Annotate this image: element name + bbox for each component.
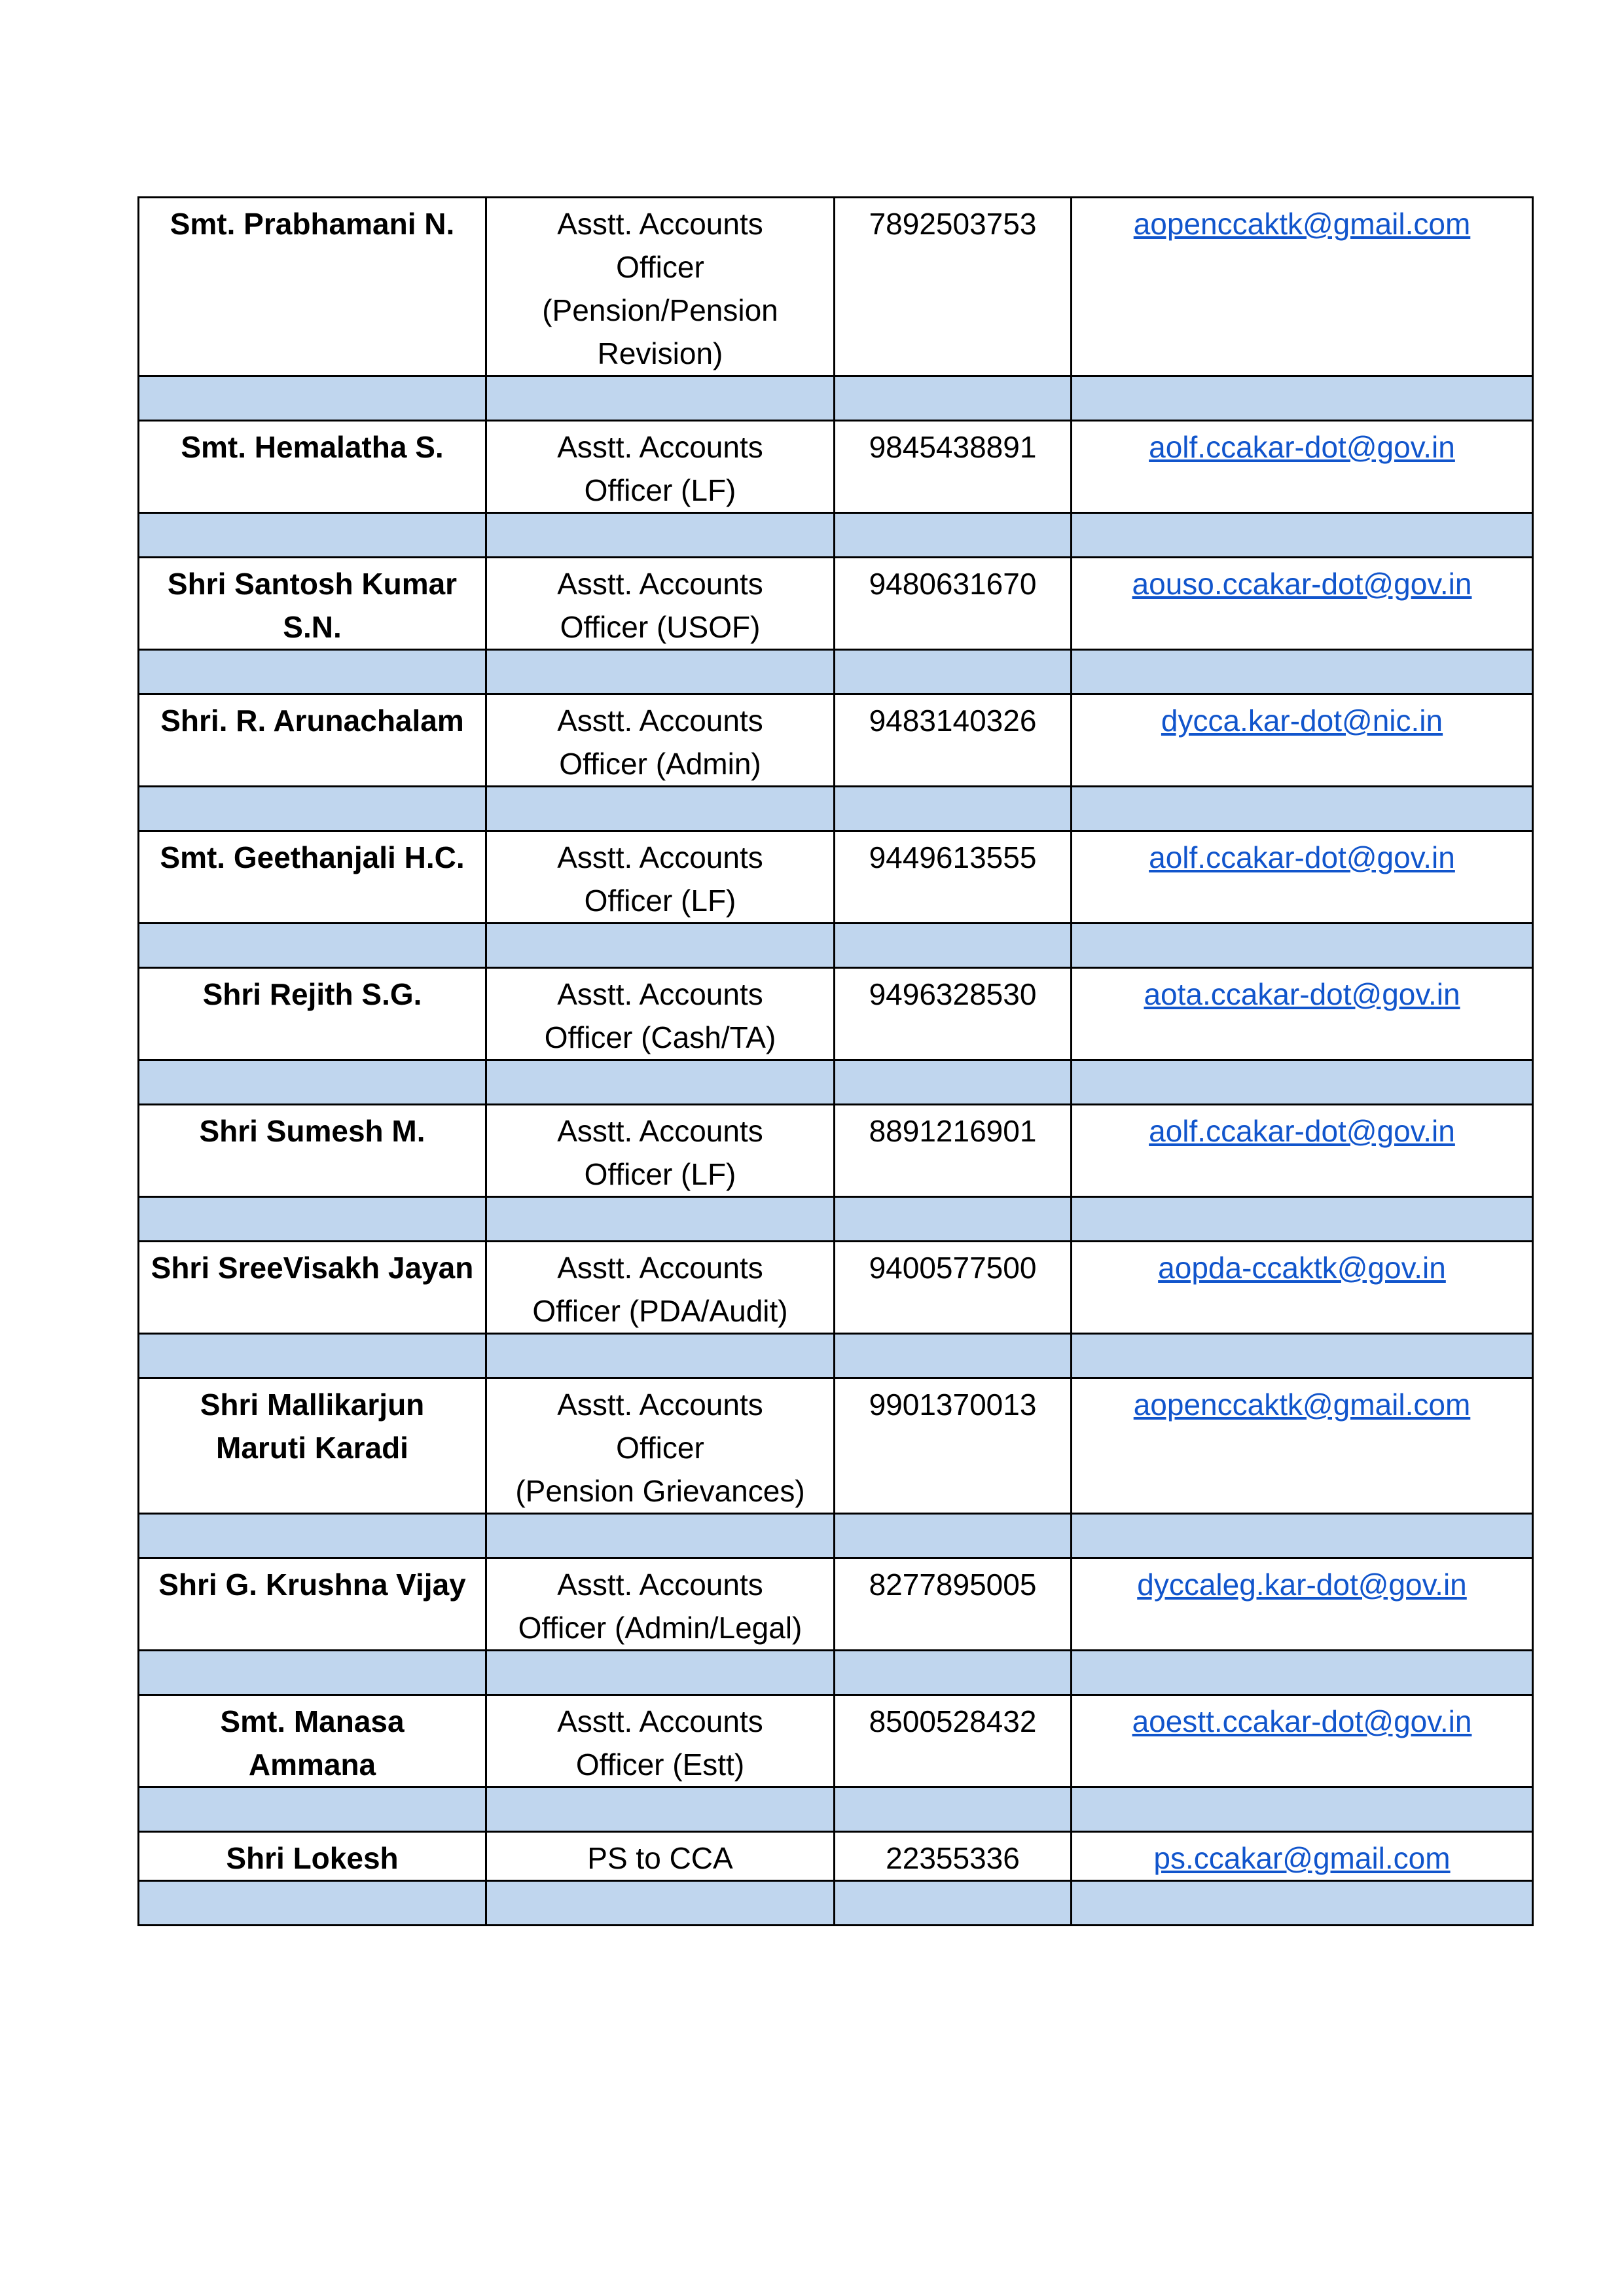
officer-phone: 9480631670 [835, 558, 1072, 650]
officer-email-cell [1072, 198, 1533, 376]
officer-name: Shri Lokesh [139, 1832, 486, 1881]
officer-email-link[interactable]: aouso.ccakar-dot@gov.in [1132, 567, 1472, 601]
officer-phone: 9901370013 [835, 1378, 1072, 1514]
officer-phone: 8277895005 [835, 1558, 1072, 1651]
officer-phone: 22355336 [835, 1832, 1072, 1881]
spacer-cell [835, 787, 1072, 831]
spacer-cell [835, 650, 1072, 694]
spacer-cell [139, 924, 486, 968]
spacer-cell [486, 650, 835, 694]
spacer-cell [1072, 513, 1533, 558]
spacer-cell [139, 1881, 486, 1926]
spacer-cell [486, 1334, 835, 1378]
spacer-cell [486, 1787, 835, 1832]
officer-name: Smt. Hemalatha S. [139, 421, 486, 513]
spacer-row [139, 924, 1533, 968]
spacer-cell [1072, 1787, 1533, 1832]
spacer-cell [835, 1651, 1072, 1695]
spacer-cell [1072, 1514, 1533, 1558]
table-row [139, 198, 1533, 376]
spacer-row [139, 1514, 1533, 1558]
spacer-row [139, 1334, 1533, 1378]
spacer-cell [486, 924, 835, 968]
table-row [139, 1832, 1533, 1881]
officer-name: Shri. R. Arunachalam [139, 694, 486, 787]
officer-name: Shri Sumesh M. [139, 1105, 486, 1197]
spacer-row [139, 1197, 1533, 1242]
officer-phone: 9845438891 [835, 421, 1072, 513]
officer-email-cell [1072, 694, 1533, 787]
officer-email-link[interactable]: aopda-ccaktk@gov.in [1158, 1251, 1446, 1285]
table-row [139, 831, 1533, 924]
officer-email-cell [1072, 558, 1533, 650]
officer-email-link[interactable]: dyccaleg.kar-dot@gov.in [1137, 1568, 1467, 1602]
officer-designation: Asstt. Accounts Officer (LF) [486, 831, 835, 924]
spacer-cell [1072, 650, 1533, 694]
spacer-cell [1072, 1060, 1533, 1105]
spacer-row [139, 1881, 1533, 1926]
officer-email-link[interactable]: aoestt.ccakar-dot@gov.in [1132, 1704, 1472, 1738]
officer-email-cell [1072, 1832, 1533, 1881]
spacer-cell [486, 1514, 835, 1558]
officer-phone: 9483140326 [835, 694, 1072, 787]
spacer-cell [139, 376, 486, 421]
spacer-cell [486, 787, 835, 831]
spacer-cell [835, 924, 1072, 968]
table-row [139, 1378, 1533, 1514]
officer-email-cell [1072, 1105, 1533, 1197]
officer-designation: Asstt. Accounts Officer (Admin) [486, 694, 835, 787]
officer-email-cell [1072, 421, 1533, 513]
spacer-row [139, 787, 1533, 831]
officer-email-link[interactable]: aopenccaktk@gmail.com [1133, 207, 1471, 241]
spacer-cell [139, 1334, 486, 1378]
spacer-cell [835, 1514, 1072, 1558]
officer-name: Smt. Prabhamani N. [139, 198, 486, 376]
table-row [139, 558, 1533, 650]
table-row [139, 1558, 1533, 1651]
officer-name: Shri Mallikarjun Maruti Karadi [139, 1378, 486, 1514]
officer-email-cell [1072, 1558, 1533, 1651]
spacer-cell [835, 513, 1072, 558]
officer-phone: 8891216901 [835, 1105, 1072, 1197]
spacer-row [139, 376, 1533, 421]
officer-designation: Asstt. Accounts Officer (LF) [486, 421, 835, 513]
spacer-cell [486, 1651, 835, 1695]
table-row [139, 421, 1533, 513]
officer-designation: Asstt. Accounts Officer (Pension Grievances) [486, 1378, 835, 1514]
table-row [139, 968, 1533, 1060]
officer-email-cell [1072, 1695, 1533, 1787]
officer-designation: Asstt. Accounts Officer (Cash/TA) [486, 968, 835, 1060]
officer-phone: 9400577500 [835, 1242, 1072, 1334]
officer-designation: PS to CCA [486, 1832, 835, 1881]
spacer-cell [139, 1060, 486, 1105]
officer-designation: Asstt. Accounts Officer (PDA/Audit) [486, 1242, 835, 1334]
spacer-cell [1072, 376, 1533, 421]
officer-name: Shri Rejith S.G. [139, 968, 486, 1060]
table-row [139, 1242, 1533, 1334]
officer-email-cell [1072, 1242, 1533, 1334]
officer-email-cell [1072, 1378, 1533, 1514]
spacer-cell [1072, 787, 1533, 831]
officer-designation: Asstt. Accounts Officer (Estt) [486, 1695, 835, 1787]
table-row [139, 694, 1533, 787]
spacer-cell [139, 1787, 486, 1832]
officer-name: Smt. Geethanjali H.C. [139, 831, 486, 924]
table-row [139, 1105, 1533, 1197]
officer-phone: 9449613555 [835, 831, 1072, 924]
spacer-cell [486, 1881, 835, 1926]
spacer-cell [139, 1651, 486, 1695]
officer-email-cell [1072, 968, 1533, 1060]
officer-designation: Asstt. Accounts Officer (USOF) [486, 558, 835, 650]
officer-email-cell [1072, 831, 1533, 924]
officer-email-link[interactable]: aolf.ccakar-dot@gov.in [1149, 430, 1455, 464]
table-row [139, 1695, 1533, 1787]
officer-name: Shri G. Krushna Vijay [139, 1558, 486, 1651]
officer-email-link[interactable]: aopenccaktk@gmail.com [1133, 1388, 1471, 1422]
spacer-cell [139, 1197, 486, 1242]
spacer-cell [486, 1197, 835, 1242]
spacer-cell [1072, 1651, 1533, 1695]
officer-name: Shri SreeVisakh Jayan [139, 1242, 486, 1334]
spacer-row [139, 1060, 1533, 1105]
spacer-row [139, 1651, 1533, 1695]
spacer-cell [139, 650, 486, 694]
officer-designation: Asstt. Accounts Officer (Pension/Pension Revision) [486, 198, 835, 376]
spacer-cell [835, 1787, 1072, 1832]
spacer-row [139, 650, 1533, 694]
spacer-cell [139, 1514, 486, 1558]
officer-designation: Asstt. Accounts Officer (LF) [486, 1105, 835, 1197]
spacer-cell [1072, 1881, 1533, 1926]
spacer-cell [835, 1334, 1072, 1378]
officer-name: Shri Santosh Kumar S.N. [139, 558, 486, 650]
officer-phone: 8500528432 [835, 1695, 1072, 1787]
spacer-cell [486, 376, 835, 421]
officer-contact-table [137, 196, 1534, 1926]
officer-phone: 9496328530 [835, 968, 1072, 1060]
spacer-row [139, 1787, 1533, 1832]
officer-email-link[interactable]: aolf.ccakar-dot@gov.in [1149, 840, 1455, 874]
officer-email-link[interactable]: aota.ccakar-dot@gov.in [1144, 977, 1460, 1011]
table-body [139, 198, 1533, 1926]
officer-name: Smt. Manasa Ammana [139, 1695, 486, 1787]
spacer-cell [1072, 1334, 1533, 1378]
spacer-cell [139, 513, 486, 558]
spacer-row [139, 513, 1533, 558]
spacer-cell [835, 1060, 1072, 1105]
spacer-cell [1072, 924, 1533, 968]
spacer-cell [486, 513, 835, 558]
officer-designation: Asstt. Accounts Officer (Admin/Legal) [486, 1558, 835, 1651]
spacer-cell [486, 1060, 835, 1105]
officer-email-link[interactable]: dycca.kar-dot@nic.in [1161, 704, 1443, 738]
spacer-cell [835, 1881, 1072, 1926]
spacer-cell [835, 1197, 1072, 1242]
officer-phone: 7892503753 [835, 198, 1072, 376]
spacer-cell [835, 376, 1072, 421]
spacer-cell [139, 787, 486, 831]
spacer-cell [1072, 1197, 1533, 1242]
officer-email-link[interactable]: ps.ccakar@gmail.com [1153, 1841, 1451, 1875]
officer-email-link[interactable]: aolf.ccakar-dot@gov.in [1149, 1114, 1455, 1148]
